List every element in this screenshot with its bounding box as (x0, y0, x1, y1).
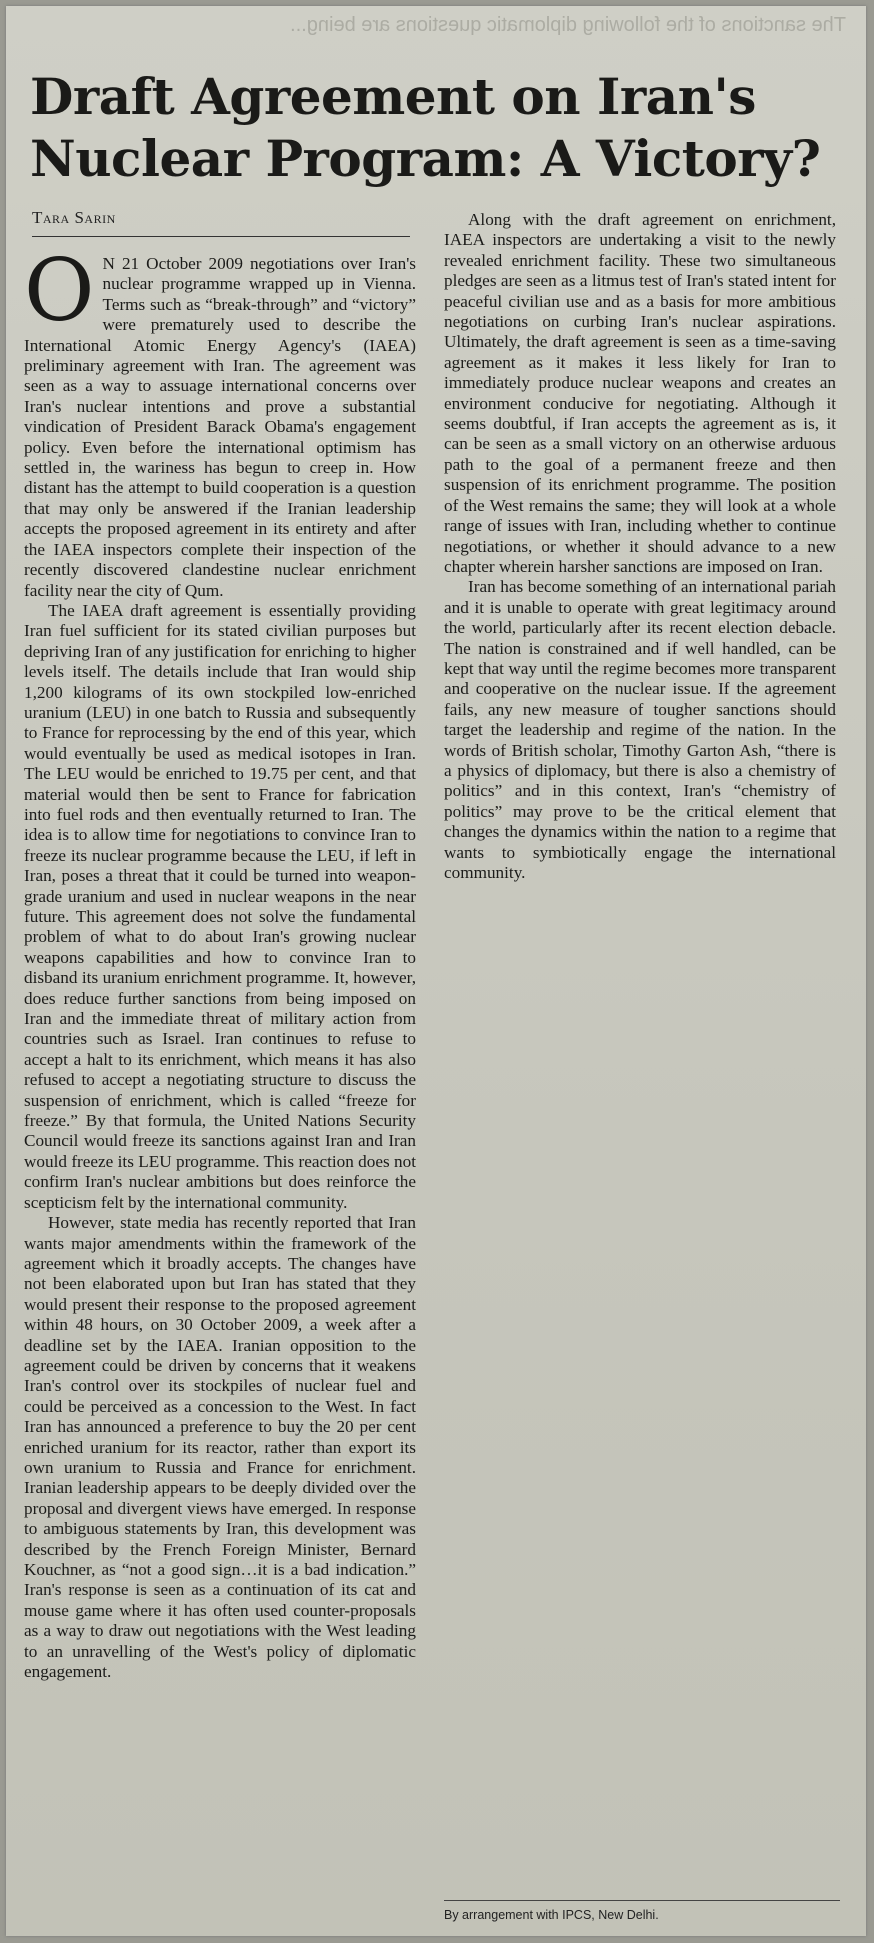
byline-rule (32, 236, 410, 237)
show-through-text: The sanctions of the following diplomatic questions are being... (290, 14, 846, 36)
credit-rule (444, 1900, 840, 1901)
paragraph-5: Iran has become something of an international pariah and it is unable to operate with great legitimacy around the world, particularly after its recent election debacle. The nation is constrained and if well handled, can be kept that way until the regime becomes more transparent and cooperative on the nuclear issue. If the agreement fails, any new measure of tougher sanctions should target the leadership and regime of the nation. In the words of British scholar, Timothy Garton Ash, “there is a physics of diplomacy, but there is also a chemistry of politics” and in this context, Iran's “chemistry of politics” may prove to be the critical element that changes the dynamics within the nation to a regime that wants to symbiotically engage the international community. (444, 577, 836, 882)
article-column-right (444, 210, 836, 883)
paragraph-3: However, state media has recently reported that Iran wants major amendments within the framework of the agreement which it broadly accepts. The changes have not been elaborated upon but Iran has stated that they would present their response to the proposed agreement within 48 hours, on 30 October 2009, a week after a deadline set by the IAEA. Iranian opposition to the agreement could be driven by concerns that it weakens Iran's control over its stockpiles of nuclear fuel and could be perceived as a concession to the West. In fact Iran has announced a preference to buy the 20 per cent enriched uranium for its reactor, rather than export its own uranium to Russia and France for enrichment. Iranian leadership appears to be deeply divided over the proposal and divergent views have emerged. In response to ambiguous statements by Iran, this development was described by the French Foreign Minister, Bernard Kouchner, as “not a good sign…it is a bad indication.” Iran's response is seen as a continuation of its cat and mouse game where it has often used counter-proposals as a way to draw out negotiations with the West leading to an unravelling of the West's policy of diplomatic engagement. (24, 1213, 416, 1682)
paragraph-2: The IAEA draft agreement is essentially providing Iran fuel sufficient for its stated civilian purposes but depriving Iran of any justification for enriching to higher levels itself. The details include that Iran would ship 1,200 kilograms of its own stockpiled low-enriched uranium (LEU) in one batch to Russia and subsequently to France for reprocessing by the end of this year, which would eventually be used as medical isotopes in Iran. The LEU would be enriched to 19.75 per cent, and that material would then be sent to France for fabrication into fuel rods and then eventually returned to Iran. The idea is to allow time for negotiations to convince Iran to freeze its nuclear programme because the LEU, if left in Iran, poses a threat that it could be turned into weapon-grade uranium and used in nuclear weapons in the near future. This agreement does not solve the fundamental problem of what to do about Iran's growing nuclear weapons capabilities and how to convince Iran to disband its uranium enrichment programme. It, however, does reduce further sanctions from being imposed on Iran and the immediate threat of military action from countries such as Israel. Iran continues to refuse to accept a halt to its enrichment, which means it has also refused to accept a negotiating structure to discuss the suspension of enrichment, which is called “freeze for freeze.” By that formula, the United Nations Security Council would freeze its sanctions against Iran and Iran would freeze its LEU programme. This reaction does not confirm Iran's nuclear ambitions but does reinforce the scepticism felt by the international community. (24, 600, 416, 1212)
headline: Draft Agreement on Iran's Nuclear Program: A Victory? (30, 66, 821, 188)
article-column-left (24, 241, 416, 1682)
paragraph-1: O N 21 October 2009 negotiations over Iran's nuclear programme wrapped up in Vienna. Terms such as “break-through” and “victory” were prematurely used to describe the International Atomic Energy Agency's (IAEA) preliminary agreement with Iran. The agreement was seen as a way to assuage international concerns over Iran's nuclear intentions and prove a substantial vindication of President Barack Obama's engagement policy. Even before the international optimism has settled in, the wariness has begun to creep in. How distant has the attempt to build cooperation is a question that may only be answered if the Iranian leadership accepts the proposed agreement in its entirety and after the IAEA inspectors complete their inspection of the recently discovered clandestine nuclear enrichment facility near the city of Qum. (24, 241, 416, 600)
credit-line: By arrangement with IPCS, New Delhi. (444, 1908, 659, 1922)
paragraph-4: Along with the draft agreement on enrichment, IAEA inspectors are undertaking a visit to the newly revealed enrichment facility. These two simultaneous pledges are seen as a litmus test of Iran's stated intent for peaceful civilian use and as a basis for more ambitious negotiations on curbing Iran's nuclear aspirations. Ultimately, the draft agreement is seen as a time-saving agreement as it makes it less likely for Iran to immediately produce nuclear weapons and creates an environment conducive for negotiating. Although it seems doubtful, if Iran accepts the agreement as is, it can be seen as a small victory on an otherwise arduous path to the goal of a permanent freeze and then suspension of its enrichment programme. The position of the West remains the same; they will look at a whole range of issues with Iran, including whether to continue negotiations, or whether it should advance to a new chapter wherein harsher sanctions are imposed on Iran. (444, 210, 836, 576)
byline: Tara Sarin (32, 208, 116, 227)
newspaper-page (6, 6, 866, 1936)
drop-cap: O (24, 241, 95, 341)
